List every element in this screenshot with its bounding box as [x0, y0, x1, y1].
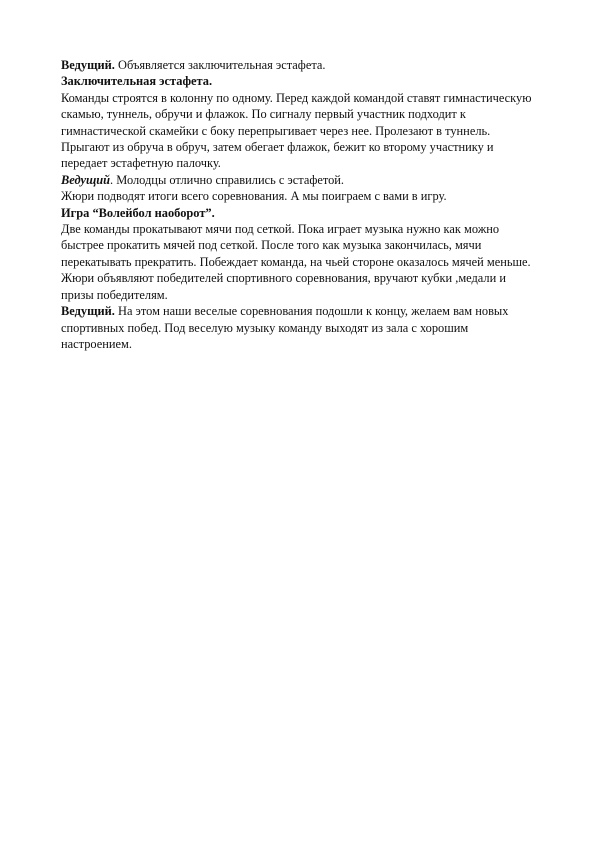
paragraph-text: Объявляется заключительная эстафета.: [114, 58, 326, 72]
speaker-label: Ведущий: [61, 172, 111, 187]
paragraph-praise: [61, 172, 541, 188]
speaker-label: Ведущий.: [61, 58, 115, 72]
section-heading-game: Игра “Волейбол наоборот”.: [61, 205, 215, 220]
section-heading-relay: Заключительная эстафета.: [61, 74, 213, 89]
document-body: [61, 57, 541, 352]
paragraph-announcement: [61, 57, 541, 73]
paragraph-text: . Молодцы отлично справились с эстафетой.: [110, 172, 345, 187]
paragraph-jury-results: Жюри подводят итоги всего соревнования. А мы поиграем с вами в игру.: [61, 189, 447, 204]
paragraph-closing: [61, 303, 541, 352]
speaker-label: Ведущий.: [61, 304, 115, 319]
paragraph-awards: Жюри объявляют победителей спортивного соревнования, вручают кубки ,медали и призы победителям.: [61, 271, 506, 302]
paragraph-game-rules: Две команды прокатывают мячи под сеткой. Пока играет музыка нужно как можно быстрее прокатить мячей под сеткой. После того как музыка закончилась, мячи перекатывать прекратить. Побеждает команда, на чьей стороне оказалось мячей меньше.: [61, 222, 531, 269]
paragraph-text: На этом наши веселые соревнования подошли к концу, желаем вам новых спортивных побед. Под веселую музыку команду выходят из зала с хорошим настроением.: [61, 304, 509, 351]
paragraph-relay-rules: Команды строятся в колонну по одному. Перед каждой командой ставят гимнастическую скамью, туннель, обручи и флажок. По сигналу первый участник подходит к гимнастической скамейки с боку перепрыгивает через нее. Пролезают в туннель. Прыгают из обруча в обруч, затем обегает флажок, бежит ко второму участнику и передает эстафетную палочку.: [61, 90, 532, 171]
